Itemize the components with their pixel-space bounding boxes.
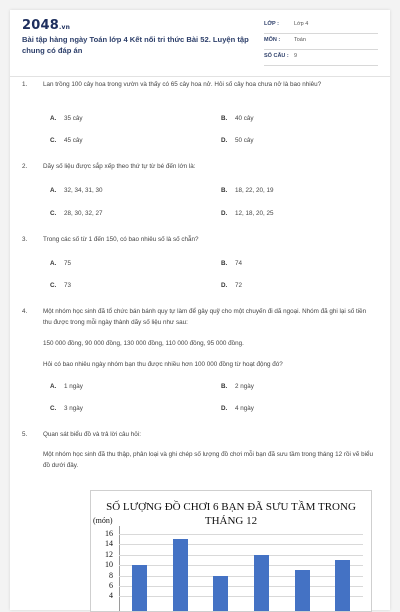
gridline (119, 565, 363, 566)
gridline (119, 555, 363, 556)
question-2 (22, 162, 362, 222)
option-text: 12, 18, 20, 25 (235, 210, 274, 217)
option-letter: B. (221, 260, 228, 267)
option-d[interactable] (221, 136, 254, 147)
question-number: 2. (22, 163, 28, 170)
option-letter: B. (221, 187, 228, 194)
gridline (119, 576, 363, 577)
question-prompt: Hỏi có bao nhiêu ngày nhóm bạn thu được nhiều hơn 100 000 đồng từ hoạt động đó? (43, 361, 283, 368)
question-text: Trong các số từ 1 đến 150, có bao nhiêu số là số chẵn? (43, 236, 199, 243)
option-c[interactable] (50, 281, 71, 292)
gridline (119, 544, 363, 545)
question-number: 1. (22, 81, 28, 88)
option-letter: D. (221, 282, 228, 289)
y-axis-line (119, 526, 120, 612)
chart-title: SỐ LƯỢNG ĐỒ CHƠI 6 BẠN ĐÃ SƯU TẦM TRONG THÁNG 12 (106, 501, 356, 527)
meta-label: SỐ CÂU : (264, 53, 289, 59)
option-text: 75 (64, 260, 72, 267)
question-number: 4. (22, 308, 28, 315)
option-text: 32, 34, 31, 30 (64, 187, 103, 194)
option-a[interactable] (50, 259, 71, 270)
bar-2 (173, 539, 188, 612)
question-text: Một nhóm học sinh đã tổ chức bán bánh quy tự làm để gây quỹ cho một chuyến đi dã ngoại. Nhóm đã ghi lại số tiền thu được trong mỗi ngày thành dãy số liệu như sau: (43, 308, 367, 326)
bar-4 (254, 555, 269, 612)
option-letter: C. (50, 282, 57, 289)
gridline (119, 586, 363, 587)
option-b[interactable] (221, 114, 254, 125)
data-line: 150 000 đồng, 90 000 đồng, 130 000 đồng, 110 000 đồng, 95 000 đồng. (43, 340, 244, 347)
option-text: 40 cây (235, 115, 254, 122)
question-text: Lan trồng 100 cây hoa trong vườn và thấy có 65 cây hoa nở. Hỏi số cây hoa chưa nở là bao nhiêu? (43, 81, 322, 88)
option-a[interactable] (50, 382, 83, 393)
option-b[interactable] (221, 382, 254, 393)
option-letter: B. (221, 115, 228, 122)
question-text: Quan sát biểu đồ và trả lời câu hỏi: (43, 431, 141, 438)
y-tick-label: 10 (105, 560, 113, 570)
site-logo[interactable] (22, 18, 70, 33)
bar-6 (335, 560, 350, 612)
y-tick-label: 14 (105, 539, 113, 549)
option-letter: D. (221, 405, 228, 412)
option-text: 74 (235, 260, 243, 267)
y-tick-label: 16 (105, 529, 113, 538)
bar-5 (295, 570, 310, 612)
option-letter: C. (50, 137, 57, 144)
option-text: 28, 30, 32, 27 (64, 210, 103, 217)
y-tick-label: 4 (109, 591, 113, 601)
option-letter: D. (221, 137, 228, 144)
option-text: 4 ngày (235, 405, 254, 412)
option-text: 45 cây (64, 137, 83, 144)
question-text: Dãy số liệu được sắp xếp theo thứ tự từ bé đến lớn là: (43, 163, 196, 170)
option-a[interactable] (50, 114, 83, 125)
bar-3 (213, 576, 228, 612)
option-letter: A. (50, 383, 57, 390)
logo-suffix: .vn (58, 24, 71, 31)
option-text: 18, 22, 20, 19 (235, 187, 274, 194)
option-c[interactable] (50, 209, 103, 220)
meta-row-subject (264, 34, 378, 50)
gridline (119, 534, 363, 535)
option-letter: C. (50, 210, 57, 217)
worksheet-title: Bài tập hàng ngày Toán lớp 4 Kết nối tri thức Bài 52. Luyện tập chung có đáp án (22, 35, 249, 55)
y-tick-label: 6 (109, 581, 113, 590)
option-d[interactable] (221, 209, 274, 220)
meta-row-class (264, 18, 378, 34)
question-number: 5. (22, 431, 28, 438)
option-letter: B. (221, 383, 228, 390)
y-axis-unit: (món) (93, 516, 113, 525)
option-letter: A. (50, 260, 57, 267)
option-letter: A. (50, 115, 57, 122)
meta-value: Toán (294, 37, 306, 43)
option-letter: D. (221, 210, 228, 217)
logo-text: 2048 (22, 18, 59, 33)
option-c[interactable] (50, 404, 83, 415)
option-a[interactable] (50, 186, 103, 197)
question-1 (22, 80, 362, 150)
toy-collection-chart (90, 490, 372, 612)
option-text: 2 ngày (235, 383, 254, 390)
worksheet-meta (264, 18, 378, 66)
option-text: 3 ngày (64, 405, 83, 412)
option-text: 1 ngày (64, 383, 83, 390)
meta-value: Lớp 4 (294, 21, 309, 27)
question-5 (22, 430, 373, 480)
gridline (119, 596, 363, 597)
question-intro: Một nhóm học sinh đã thu thập, phân loại và ghi chép số lượng đồ chơi mỗi bạn đã sưu tầm trong tháng 12 rồi vẽ biểu đồ dưới đây. (43, 451, 373, 469)
option-d[interactable] (221, 404, 254, 415)
question-number: 3. (22, 236, 28, 243)
bar-1 (132, 565, 147, 612)
option-b[interactable] (221, 186, 274, 197)
y-tick-label: 12 (105, 549, 113, 559)
option-c[interactable] (50, 136, 83, 147)
question-4 (22, 307, 367, 427)
meta-label: MÔN : (264, 37, 281, 43)
option-d[interactable] (221, 281, 242, 292)
option-b[interactable] (221, 259, 242, 270)
question-3 (22, 235, 362, 295)
worksheet-page (10, 10, 390, 610)
option-text: 72 (235, 282, 243, 289)
option-text: 73 (64, 282, 72, 289)
y-tick-label: 8 (109, 570, 113, 580)
worksheet-header (22, 18, 378, 70)
option-letter: A. (50, 187, 57, 194)
header-divider (10, 76, 390, 77)
meta-label: LỚP : (264, 21, 279, 27)
option-letter: C. (50, 405, 57, 412)
option-text: 50 cây (235, 137, 254, 144)
option-text: 35 cây (64, 115, 83, 122)
meta-row-question-count (264, 50, 378, 66)
meta-value: 9 (294, 53, 298, 59)
